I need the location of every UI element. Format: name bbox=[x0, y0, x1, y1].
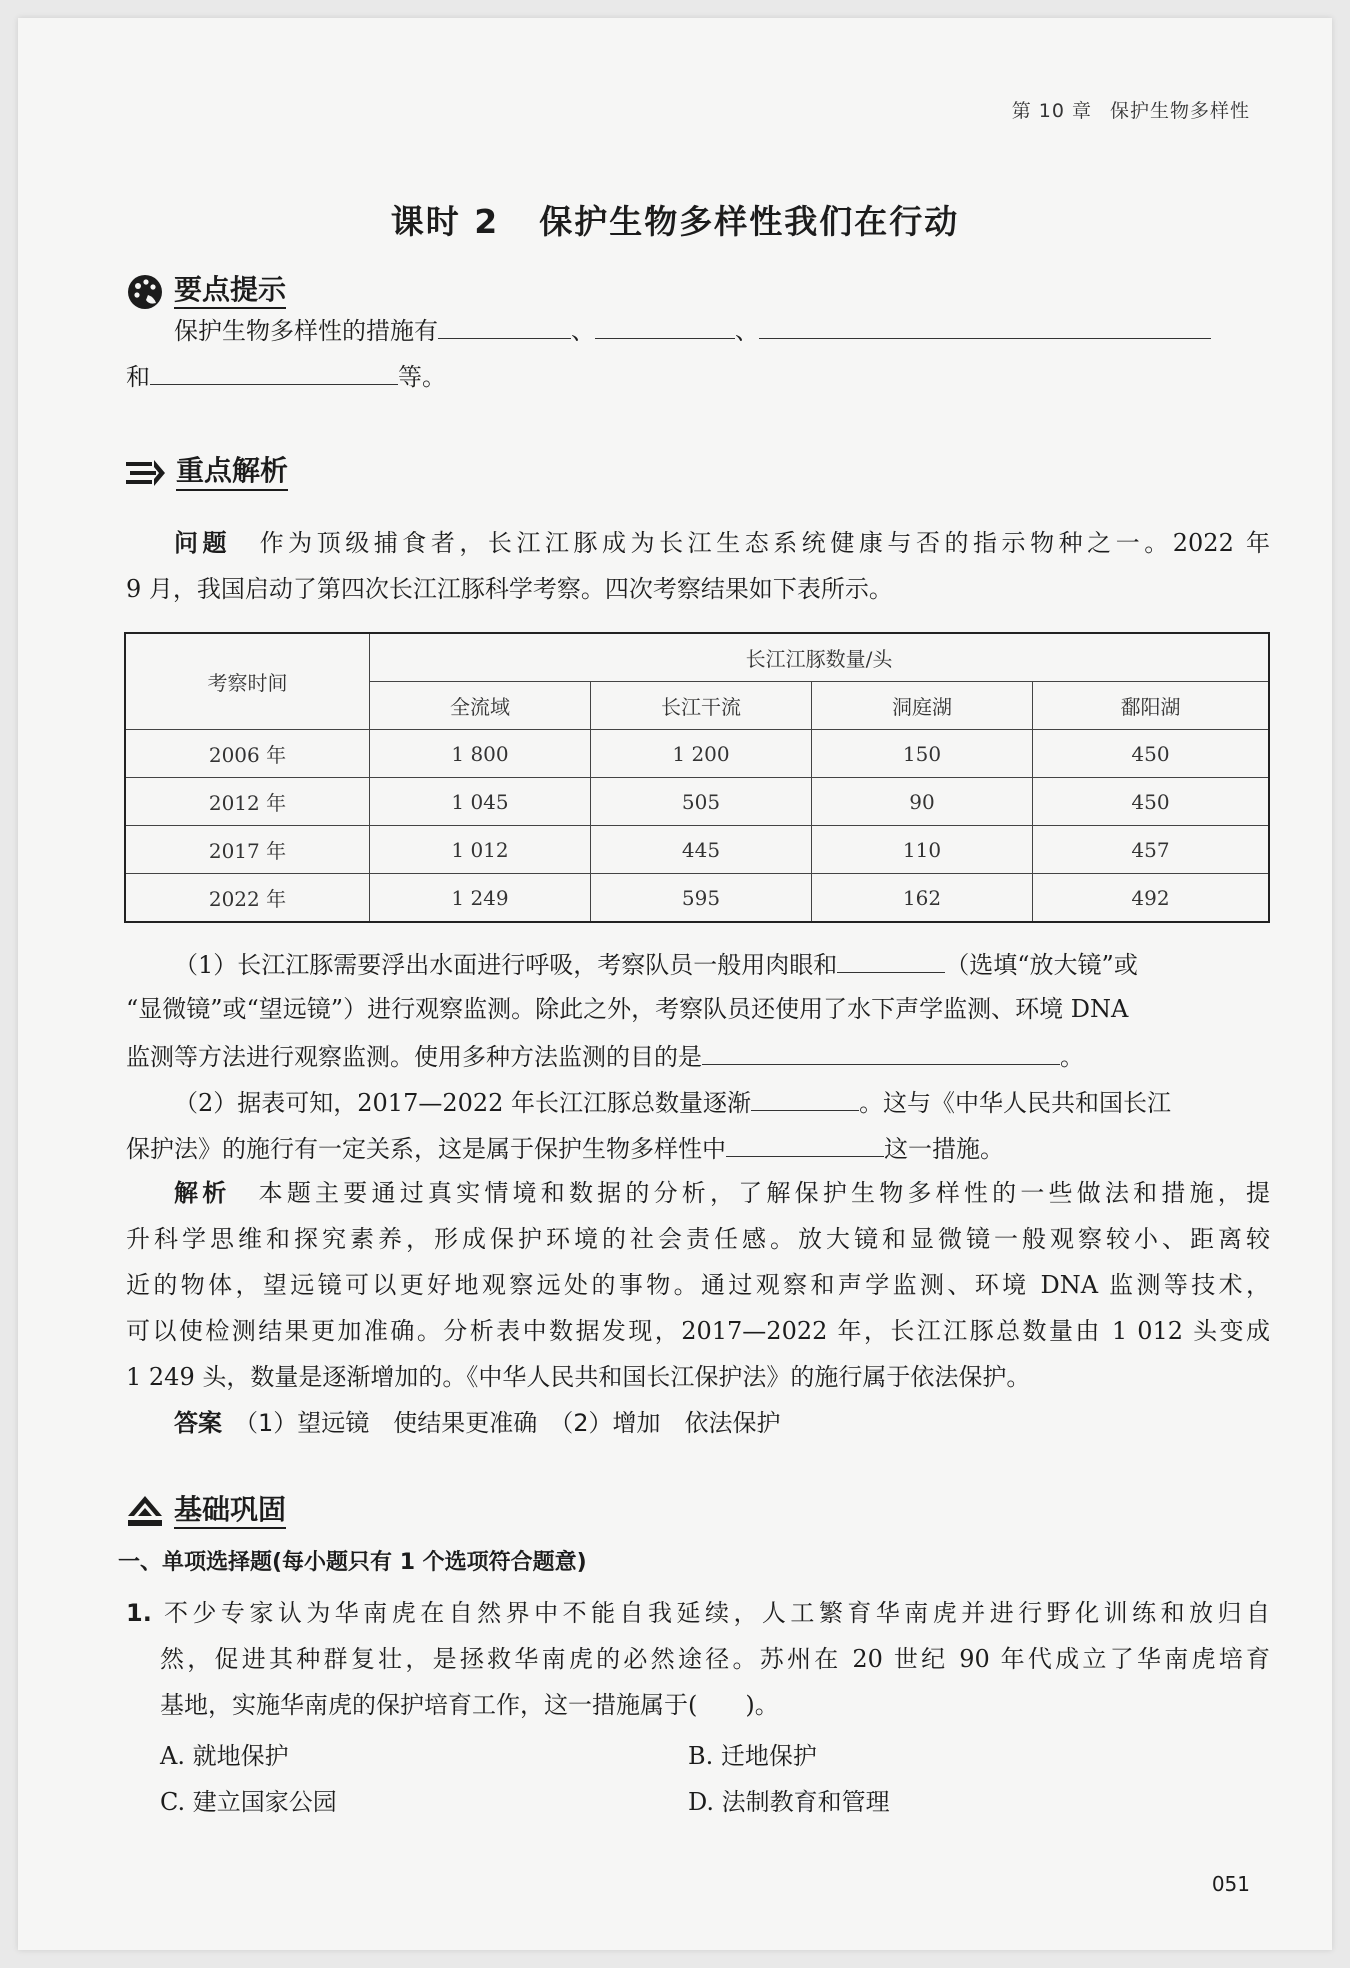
question-1-line-1 bbox=[126, 1598, 1270, 1628]
analysis-text: 升科学思维和探究素养，形成保护环境的社会责任感。放大镜和显微镜一般观察较小、距离较 bbox=[126, 1225, 1270, 1253]
table-cell: 2017 年 bbox=[125, 826, 370, 874]
list-arrow-icon bbox=[126, 458, 166, 488]
option-label: B. 迁地保护 bbox=[688, 1742, 817, 1770]
question-text: 不少专家认为华南虎在自然界中不能自我延续，人工繁育华南虎并进行野化训练和放归自 bbox=[163, 1599, 1270, 1627]
table-row bbox=[125, 874, 1269, 923]
question-label: 问题 bbox=[174, 529, 232, 557]
answer-blank[interactable] bbox=[759, 314, 1211, 339]
table-group-header: 长江江豚数量/头 bbox=[370, 633, 1270, 682]
key-points-text: 等。 bbox=[398, 363, 446, 391]
part1-text: （选填“放大镜”或 bbox=[945, 951, 1138, 979]
analysis-line-1 bbox=[126, 1178, 1270, 1208]
answer-blank[interactable] bbox=[837, 948, 945, 973]
single-choice-subheading bbox=[118, 1548, 1262, 1578]
key-points-line-2 bbox=[126, 360, 1270, 392]
lesson-number: 课时 2 bbox=[390, 202, 500, 241]
chapter-title: 保护生物多样性 bbox=[1109, 100, 1250, 122]
table-cell: 492 bbox=[1033, 874, 1270, 923]
section-key-points-title: 要点提示 bbox=[174, 275, 286, 310]
table-cell: 1 200 bbox=[591, 730, 812, 778]
table-cell: 1 012 bbox=[370, 826, 591, 874]
workbook-page bbox=[18, 18, 1332, 1950]
question-text: 然，促进其种群复壮，是拯救华南虎的必然途径。苏州在 20 世纪 90 年代成立了华南虎培育 bbox=[160, 1645, 1270, 1673]
table-cell: 1 045 bbox=[370, 778, 591, 826]
lesson-title bbox=[18, 196, 1332, 243]
part2-text: 这一措施。 bbox=[884, 1135, 1004, 1163]
analysis-line-2 bbox=[126, 1224, 1270, 1254]
palette-icon bbox=[126, 273, 164, 311]
section-analysis-title: 重点解析 bbox=[176, 456, 288, 491]
lesson-name: 保护生物多样性我们在行动 bbox=[539, 202, 960, 241]
part1-text: （1）长江江豚需要浮出水面进行呼吸，考察队员一般用肉眼和 bbox=[174, 951, 838, 979]
section-analysis-heading bbox=[126, 456, 288, 491]
answer-blank[interactable] bbox=[595, 314, 735, 339]
key-points-text: 保护生物多样性的措施有 bbox=[174, 317, 438, 345]
question-line-1 bbox=[126, 528, 1270, 558]
separator: 、 bbox=[571, 317, 595, 345]
answer-text: （1）望远镜 使结果更准确 （2）增加 依法保护 bbox=[246, 1409, 781, 1437]
table-cell: 162 bbox=[812, 874, 1033, 923]
answer-blank[interactable] bbox=[702, 1040, 1060, 1065]
table-cell: 150 bbox=[812, 730, 1033, 778]
answer-label: 答案 bbox=[174, 1409, 222, 1437]
table-header-cell: 长江干流 bbox=[591, 682, 812, 730]
question-text: 9 月，我国启动了第四次长江江豚科学考察。四次考察结果如下表所示。 bbox=[126, 575, 893, 603]
question-text: 作为顶级捕食者，长江江豚成为长江生态系统健康与否的指示物种之一。2022 年 bbox=[259, 529, 1271, 557]
table-cell: 110 bbox=[812, 826, 1033, 874]
table-header-row bbox=[125, 633, 1269, 682]
section-key-points-heading bbox=[126, 273, 286, 311]
table-cell: 1 800 bbox=[370, 730, 591, 778]
analysis-label: 解析 bbox=[174, 1179, 231, 1207]
page-number: 051 bbox=[1211, 1872, 1250, 1896]
part2-text: （2）据表可知，2017—2022 年长江江豚总数量逐渐 bbox=[174, 1089, 752, 1117]
part1-line-3 bbox=[126, 1040, 1270, 1072]
table-cell: 1 249 bbox=[370, 874, 591, 923]
part1-text: 监测等方法进行观察监测。使用多种方法监测的目的是 bbox=[126, 1043, 702, 1071]
question-1-line-2 bbox=[160, 1644, 1270, 1674]
option-label: A. 就地保护 bbox=[160, 1742, 289, 1770]
table-cell: 90 bbox=[812, 778, 1033, 826]
table-cell: 450 bbox=[1033, 778, 1270, 826]
option-b[interactable] bbox=[688, 1736, 817, 1771]
answer-blank[interactable] bbox=[438, 314, 571, 339]
part1-line-2 bbox=[126, 994, 1270, 1024]
pyramid-icon bbox=[126, 1494, 164, 1530]
chapter-number: 第 10 章 bbox=[1011, 100, 1092, 122]
analysis-text: 可以使检测结果更加准确。分析表中数据发现，2017—2022 年，长江江豚总数量由 1 012 头变成 bbox=[126, 1317, 1270, 1345]
option-label: C. 建立国家公园 bbox=[160, 1788, 337, 1816]
question-text: 基地，实施华南虎的保护培育工作，这一措施属于( )。 bbox=[160, 1691, 779, 1719]
table-row bbox=[125, 826, 1269, 874]
table-header-cell: 鄱阳湖 bbox=[1033, 682, 1270, 730]
separator: 、 bbox=[735, 317, 759, 345]
table-cell: 595 bbox=[591, 874, 812, 923]
part1-text: 。 bbox=[1060, 1043, 1084, 1071]
option-d[interactable] bbox=[688, 1782, 890, 1817]
analysis-line-4 bbox=[126, 1316, 1270, 1346]
table-cell: 2012 年 bbox=[125, 778, 370, 826]
table-row bbox=[125, 778, 1269, 826]
answer-blank[interactable] bbox=[150, 360, 398, 385]
part1-text: “显微镜”或“望远镜”）进行观察监测。除此之外，考察队员还使用了水下声学监测、环境 DNA bbox=[126, 995, 1129, 1023]
key-points-text: 和 bbox=[126, 363, 150, 391]
table-cell: 450 bbox=[1033, 730, 1270, 778]
table-cell: 505 bbox=[591, 778, 812, 826]
option-a[interactable] bbox=[160, 1736, 289, 1771]
part2-text: 。这与《中华人民共和国长江 bbox=[859, 1089, 1172, 1117]
analysis-text: 1 249 头，数量是逐渐增加的。《中华人民共和国长江保护法》的施行属于依法保护。 bbox=[126, 1363, 1031, 1391]
part2-line-1 bbox=[126, 1086, 1270, 1118]
table-cell: 2006 年 bbox=[125, 730, 370, 778]
part2-text: 保护法》的施行有一定关系，这是属于保护生物多样性中 bbox=[126, 1135, 726, 1163]
analysis-line-5 bbox=[126, 1362, 1270, 1392]
table-header-cell: 考察时间 bbox=[125, 633, 370, 730]
analysis-text: 近的物体，望远镜可以更好地观察远处的事物。通过观察和声学监测、环境 DNA 监测等技术， bbox=[126, 1271, 1270, 1299]
subheading-text: 一、单项选择题(每小题只有 1 个选项符合题意) bbox=[118, 1550, 587, 1575]
running-head bbox=[1012, 96, 1250, 123]
table-header-cell: 洞庭湖 bbox=[812, 682, 1033, 730]
answer-blank[interactable] bbox=[751, 1086, 859, 1111]
table-cell: 445 bbox=[591, 826, 812, 874]
analysis-line-3 bbox=[126, 1270, 1270, 1300]
question-1-line-3 bbox=[160, 1690, 1270, 1720]
porpoise-survey-table bbox=[124, 632, 1270, 923]
analysis-text: 本题主要通过真实情境和数据的分析，了解保护生物多样性的一些做法和措施，提 bbox=[258, 1179, 1271, 1207]
question-number: 1. bbox=[126, 1599, 152, 1627]
section-foundation-title: 基础巩固 bbox=[174, 1495, 286, 1530]
key-points-line-1 bbox=[126, 314, 1270, 346]
table-header-cell: 全流域 bbox=[370, 682, 591, 730]
option-label: D. 法制教育和管理 bbox=[688, 1788, 890, 1816]
table-cell: 457 bbox=[1033, 826, 1270, 874]
part2-line-2 bbox=[126, 1132, 1270, 1164]
table-row bbox=[125, 730, 1269, 778]
part1-line-1 bbox=[126, 948, 1270, 980]
answer-blank[interactable] bbox=[726, 1132, 884, 1157]
table-cell: 2022 年 bbox=[125, 874, 370, 923]
answer-line bbox=[126, 1408, 1270, 1438]
option-c[interactable] bbox=[160, 1782, 337, 1817]
section-foundation-heading bbox=[126, 1494, 286, 1530]
question-line-2 bbox=[126, 574, 1270, 604]
